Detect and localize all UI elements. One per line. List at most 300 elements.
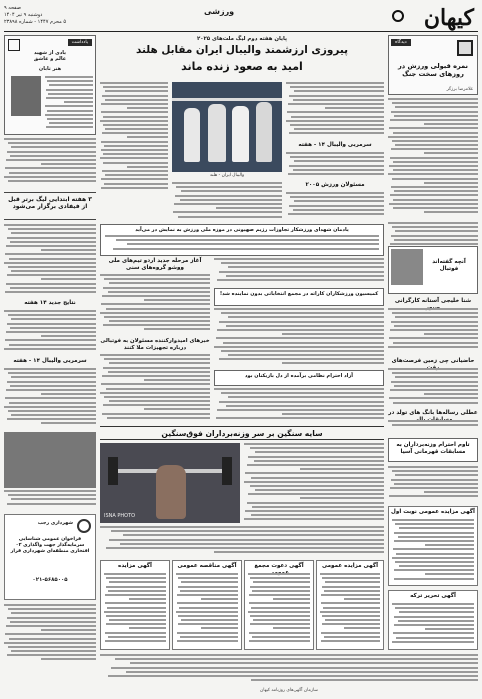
header-rule [4, 31, 478, 32]
text-line [11, 146, 96, 148]
left-body-text-6 [388, 466, 478, 502]
text-line [109, 619, 166, 621]
plate-left [108, 457, 118, 485]
text-line [216, 337, 384, 339]
text-line [8, 608, 96, 610]
text-line [393, 169, 479, 171]
text-line [173, 211, 282, 213]
text-line [289, 132, 384, 134]
text-line [290, 196, 384, 198]
text-line [106, 308, 211, 310]
author-portrait [11, 76, 41, 116]
text-line [45, 105, 93, 107]
text-line [396, 553, 474, 555]
text-line [389, 495, 478, 497]
notice-ad-6 [388, 590, 478, 650]
weightlift-text-1 [244, 443, 384, 523]
text-line [216, 207, 282, 209]
text-line [393, 632, 474, 634]
banner-salute [214, 370, 384, 386]
text-line [178, 216, 283, 218]
masthead-logo: کیهان [423, 5, 474, 31]
text-line [41, 422, 96, 424]
text-line [388, 98, 478, 100]
text-line [103, 367, 210, 369]
notice-1-text [104, 573, 166, 647]
text-line [219, 271, 384, 273]
right-sub-headline: نتایج جدید ۱۴ هفته [24, 300, 76, 306]
text-line [11, 232, 96, 234]
text-line [102, 375, 210, 377]
text-line [394, 239, 478, 241]
text-line [11, 376, 96, 378]
text-line [216, 417, 384, 419]
text-line [109, 320, 210, 322]
text-line [390, 194, 478, 196]
municipality-logo-icon [77, 519, 91, 533]
text-line [392, 641, 474, 643]
text-line [102, 413, 210, 415]
text-line [100, 354, 210, 356]
text-line [390, 157, 478, 159]
text-line [41, 278, 96, 280]
text-line [6, 331, 96, 333]
text-line [9, 638, 96, 640]
text-line [226, 275, 384, 277]
text-line [395, 106, 478, 108]
text-line [144, 299, 210, 301]
text-line [177, 594, 238, 596]
left-body-text-5 [388, 420, 478, 430]
text-line [391, 148, 478, 150]
left-box-headline: نمره قبولی ورزش در روزهای سخت جنگ [397, 62, 469, 78]
text-line [108, 371, 210, 373]
municipality-phone: ۰۲۱-۵۶۸۵۰۰۵ [32, 577, 68, 583]
text-line [214, 388, 384, 390]
text-line [294, 200, 384, 202]
text-line [46, 97, 93, 99]
text-line [181, 619, 238, 621]
right-body-text [4, 138, 96, 188]
text-line [47, 80, 93, 82]
left-weightlift-box [388, 438, 478, 462]
lead-sub-1: سرمربی والیبال ۱۴ - هفته [298, 142, 372, 148]
text-line [107, 417, 210, 419]
text-line [250, 586, 310, 588]
salute-text [214, 388, 384, 422]
text-line [251, 514, 384, 516]
text-line [252, 590, 310, 592]
text-line [253, 581, 310, 583]
text-line [250, 485, 384, 487]
right-body-text-5 [4, 490, 96, 510]
text-line [101, 103, 168, 105]
text-line [104, 358, 210, 360]
text-line [5, 339, 96, 341]
text-line [201, 627, 238, 629]
notice-2-text [176, 573, 238, 647]
text-line [6, 389, 96, 391]
text-line [6, 245, 96, 247]
text-line [109, 581, 166, 583]
text-line [106, 623, 166, 625]
lead-text-col-1 [100, 82, 168, 194]
mid-text-right [214, 258, 384, 286]
banner-karate [214, 288, 384, 306]
text-line [389, 127, 478, 129]
text-line [41, 393, 96, 395]
text-line [115, 658, 478, 660]
left-box-author: غلامرضا برزگر [446, 87, 473, 92]
text-line [127, 136, 168, 138]
text-line [4, 348, 96, 350]
text-line [6, 625, 96, 627]
text-line [323, 607, 380, 609]
text-line [9, 258, 96, 260]
text-line [219, 401, 384, 403]
text-line [398, 536, 474, 538]
text-line [391, 111, 478, 113]
text-line [113, 248, 379, 250]
text-line [293, 169, 384, 171]
issue-line: ۵ محرم ۱۴۴۷ - شماره ۲۳۸۹۸ [4, 19, 67, 25]
notice-1-title: آگهی مزایده [118, 563, 152, 569]
text-line [425, 544, 474, 546]
notice-ad-3 [244, 560, 314, 650]
text-line [322, 615, 380, 617]
text-line [248, 456, 384, 458]
right-box-text [45, 76, 93, 132]
text-line [130, 662, 478, 664]
text-line [45, 76, 93, 78]
text-line [219, 358, 384, 360]
text-line [100, 312, 210, 314]
weightlift-photo [100, 443, 240, 523]
text-line [226, 325, 384, 327]
text-line [217, 409, 384, 411]
text-line [8, 266, 96, 268]
text-line [394, 532, 474, 534]
text-line [320, 611, 380, 613]
text-line [8, 180, 96, 182]
text-line [282, 413, 384, 415]
text-line [109, 400, 210, 402]
text-line [126, 671, 478, 673]
left-box-icon [457, 40, 473, 56]
text-line [392, 470, 478, 472]
text-line [287, 111, 384, 113]
text-line [7, 617, 96, 619]
text-line [325, 581, 380, 583]
left-football-title: آنچه گفته‌اند فوتبال [432, 259, 466, 272]
text-line [4, 176, 96, 178]
text-line [106, 547, 384, 549]
text-line [399, 527, 474, 529]
weightlift-headline: سایه سنگین بر سر وزنه‌برداران فوق‌سنگین [161, 429, 323, 438]
text-line [321, 602, 380, 604]
text-line [293, 209, 384, 211]
text-line [105, 640, 166, 642]
text-line [106, 388, 211, 390]
text-line [178, 615, 238, 617]
text-line [325, 107, 384, 109]
text-line [178, 586, 238, 588]
municipality-name: شهرداری رجب [37, 521, 73, 526]
text-line [388, 368, 478, 370]
text-line [393, 548, 474, 550]
text-line [109, 362, 210, 364]
text-line [320, 573, 380, 575]
text-line [8, 228, 96, 230]
text-line [395, 230, 478, 232]
text-line [247, 502, 384, 504]
text-line [201, 598, 238, 600]
right-small-photo [4, 432, 96, 488]
left-weightlift-title: تاوم احترام وزنه‌برداران به مسابقات قهرمانی آسیا [396, 442, 470, 455]
text-line [106, 586, 166, 588]
text-line [8, 494, 96, 496]
text-line [127, 166, 168, 168]
text-line [249, 632, 310, 634]
text-line [10, 155, 96, 157]
text-line [181, 581, 238, 583]
text-line [107, 607, 166, 609]
text-line [7, 323, 96, 325]
banner-salute-title: آزاد احترام نظامی برآمده از دل بازیکنان بود [244, 373, 353, 379]
logo-emblem-icon [392, 10, 404, 22]
text-line [180, 199, 282, 201]
text-line [176, 186, 282, 188]
banner-museum-title: یادمان شهدای ورزشکار تجاوزات رژیم صهیونی در موزه ملی ورزش به نمایش در می‌آید [135, 227, 349, 233]
left-body-text [388, 98, 478, 218]
right-box-label: یادداشت [68, 39, 92, 46]
text-line [4, 224, 96, 226]
text-line [101, 303, 210, 305]
text-line [127, 107, 168, 109]
text-line [103, 162, 168, 164]
text-line [7, 381, 96, 383]
right-box-headline-line-2: عالم و عاشق [33, 56, 67, 62]
text-line [214, 551, 384, 553]
notice-ad-2 [172, 560, 242, 650]
text-line [41, 335, 96, 337]
text-line [247, 464, 384, 466]
text-line [174, 203, 282, 205]
text-line [4, 262, 96, 264]
text-line [103, 404, 210, 406]
text-line [5, 167, 96, 169]
text-line [129, 598, 166, 600]
text-line [10, 327, 96, 329]
text-line [392, 372, 478, 374]
text-line [424, 333, 478, 335]
text-line [7, 503, 96, 505]
text-line [344, 598, 380, 600]
text-line [395, 523, 474, 525]
text-line [172, 182, 282, 184]
text-line [100, 654, 478, 656]
text-line [144, 408, 210, 410]
text-line [390, 119, 478, 121]
text-line [176, 573, 238, 575]
text-line [214, 346, 384, 348]
text-line [388, 173, 478, 175]
text-line [249, 594, 310, 596]
text-line [105, 632, 166, 634]
text-line [394, 385, 478, 387]
text-line [101, 141, 168, 143]
text-line [391, 381, 478, 383]
funds-text [100, 354, 210, 424]
text-line [109, 282, 210, 284]
text-line [288, 103, 384, 105]
text-line [104, 183, 168, 185]
text-line [288, 213, 384, 215]
text-line [290, 156, 384, 158]
text-line [249, 640, 310, 642]
text-line [46, 89, 93, 91]
text-line [9, 402, 96, 404]
text-line [11, 612, 96, 614]
lead-text-col-3 [172, 182, 282, 222]
text-line [388, 466, 478, 468]
text-line [41, 249, 96, 251]
right-sub-headline-2: سرمربی والیبال ۱۴ - هفته [13, 358, 87, 364]
text-line [9, 344, 96, 346]
text-line [393, 207, 479, 209]
left-body-text-4 [388, 368, 478, 408]
date-line: دوشنبه ۹ تیر ۱۴۰۴ [4, 12, 43, 18]
text-line [392, 519, 474, 521]
plate-right [222, 457, 232, 485]
text-line [248, 611, 310, 613]
text-line [104, 278, 210, 280]
weightlift-text-2 [100, 526, 384, 556]
text-line [424, 123, 478, 125]
text-line [11, 650, 96, 652]
text-line [324, 636, 380, 638]
text-line [245, 510, 384, 512]
notice-2-title: آگهی مناقصه عمومی [177, 563, 237, 569]
text-line [286, 152, 384, 154]
footer-credit: سازمان آگهی‌های روزنامه کیهان [260, 688, 318, 693]
left-football-logo [391, 249, 423, 285]
text-line [273, 627, 310, 629]
text-line [252, 506, 384, 508]
text-line [282, 362, 384, 364]
text-line [105, 235, 379, 237]
notice-ad-4 [316, 560, 384, 650]
text-line [100, 274, 210, 276]
wushu-headline: آغاز مرحله جدید اردو تیم‌های ملی ووشو گروه‌های سنی [108, 258, 202, 271]
text-line [103, 86, 168, 88]
text-line [255, 451, 384, 453]
text-line [322, 586, 380, 588]
text-line [104, 316, 210, 318]
text-line [394, 569, 474, 571]
text-line [100, 82, 168, 84]
text-line [394, 578, 474, 580]
text-line [290, 124, 384, 126]
text-line [390, 487, 478, 489]
banner-karate-title: کمیسیون ورزشکاران کاراته در مجمع انتخاباتی بدون نماینده شد! [219, 291, 379, 297]
text-line [104, 611, 166, 613]
right-body-text-3 [4, 310, 96, 356]
text-line [392, 140, 478, 142]
text-line [4, 604, 96, 606]
lead-sub-2: مسئولان ورزش ۲۰۰۵ [305, 182, 365, 188]
text-line [289, 95, 384, 97]
text-line [399, 565, 474, 567]
text-line [11, 270, 96, 272]
text-line [108, 291, 210, 293]
text-line [322, 623, 380, 625]
text-line [105, 128, 168, 130]
lead-headline-2: امید به صعود زنده ماند [181, 60, 303, 73]
text-line [103, 153, 168, 155]
municipality-ad [4, 514, 96, 600]
text-line [11, 498, 96, 500]
notice-ad-1 [100, 560, 170, 650]
text-line [7, 274, 96, 276]
text-line [41, 658, 96, 660]
text-line [101, 111, 168, 113]
text-line [388, 136, 478, 138]
left-body-text-3 [388, 308, 478, 354]
text-line [105, 174, 168, 176]
text-line [11, 318, 96, 320]
text-line [10, 385, 96, 387]
text-line [244, 481, 384, 483]
lead-text-col-2 [286, 82, 384, 140]
left-sub-headline-1: شنا خلیجی آستانه کارگرانی [394, 298, 472, 304]
text-line [290, 86, 384, 88]
text-line [424, 152, 478, 154]
text-line [10, 287, 96, 289]
text-line [177, 602, 238, 604]
text-line [102, 170, 168, 172]
text-line [392, 312, 478, 314]
text-line [178, 577, 238, 579]
text-line [395, 376, 478, 378]
text-line [221, 350, 384, 352]
text-line [251, 477, 384, 479]
player-2 [208, 104, 226, 162]
text-line [120, 543, 384, 545]
text-line [177, 640, 238, 642]
text-line [394, 616, 474, 618]
text-line [395, 561, 474, 563]
text-line [425, 573, 474, 575]
text-line [100, 157, 168, 159]
text-line [322, 577, 380, 579]
text-line [289, 205, 384, 207]
text-line [64, 101, 93, 103]
text-line [248, 573, 310, 575]
text-line [105, 602, 166, 604]
text-line [389, 397, 478, 399]
text-line [291, 116, 384, 118]
text-line [424, 182, 478, 184]
text-line [286, 192, 384, 194]
text-line [324, 590, 380, 592]
text-line [344, 627, 380, 629]
text-line [254, 460, 384, 462]
text-line [217, 329, 384, 331]
text-line [49, 122, 93, 124]
text-line [41, 629, 96, 631]
text-line [47, 118, 93, 120]
